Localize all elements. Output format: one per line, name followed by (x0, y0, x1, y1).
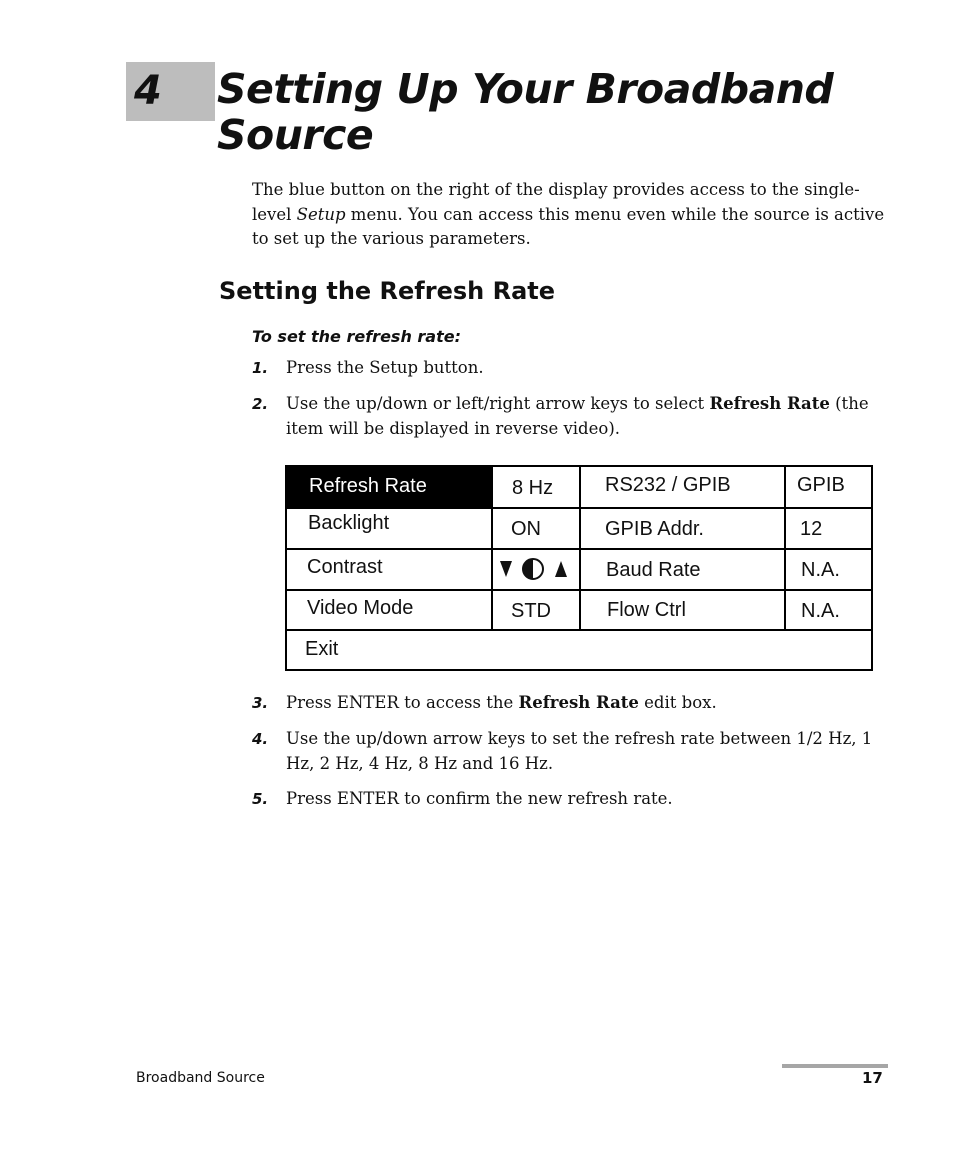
baud-rate-value: N.A. (801, 559, 840, 581)
step-number: 5. (252, 790, 269, 808)
footer-rule (782, 1064, 888, 1068)
page-number: 17 (862, 1069, 883, 1087)
step-text: Use the up/down arrow keys to set the refresh rate between 1/2 Hz, 1 Hz, 2 Hz, 4 Hz, 8 Hz and 16 Hz. (286, 729, 873, 773)
step-text-bold: Refresh Rate (709, 394, 830, 413)
intro-paragraph (252, 178, 892, 252)
step-text (286, 392, 876, 441)
video-mode-value: STD (511, 600, 551, 622)
menu-item-contrast[interactable]: Contrast (307, 556, 383, 578)
footer-doc-title: Broadband Source (136, 1070, 265, 1086)
menu-item-video-mode[interactable]: Video Mode (307, 597, 414, 619)
menu-item-flow-ctrl[interactable]: Flow Ctrl (607, 599, 686, 621)
menu-row-divider (287, 629, 871, 631)
refresh-rate-value: 8 Hz (512, 477, 554, 499)
menu-item-exit[interactable]: Exit (305, 638, 339, 660)
step-text (286, 691, 876, 716)
section-heading: Setting the Refresh Rate (219, 277, 556, 305)
triangle-down-icon (500, 561, 512, 577)
step-text-bold: Refresh Rate (518, 693, 639, 712)
step-number: 4. (252, 730, 269, 748)
chapter-title-line1: Setting Up Your Broadband (217, 65, 834, 113)
chapter-title-line2: Source (217, 111, 374, 159)
intro-text-1: The blue button on the right of the display provides access to the single-level (252, 180, 860, 224)
step-text-after: edit box. (638, 693, 717, 712)
setup-emphasis: Setup (296, 204, 346, 224)
triangle-up-icon (555, 561, 567, 577)
interface-value: GPIB (797, 474, 845, 496)
flow-ctrl-value: N.A. (801, 600, 840, 622)
procedure-title: To set the refresh rate: (252, 327, 461, 346)
backlight-value: ON (511, 518, 541, 540)
step-text-after: (the item will be displayed in reverse video). (286, 394, 869, 438)
step-number: 3. (252, 694, 269, 712)
step-number: 1. (252, 359, 269, 377)
menu-item-baud-rate[interactable]: Baud Rate (606, 559, 701, 581)
menu-column-divider (784, 467, 786, 629)
step-text: Press ENTER to confirm the new refresh rate. (286, 789, 673, 808)
menu-item-backlight[interactable]: Backlight (308, 512, 390, 534)
intro-text-2: menu. You can access this menu even while the source is active to set up the various parameters. (252, 204, 885, 248)
gpib-addr-value: 12 (800, 518, 823, 540)
menu-column-divider (579, 467, 581, 629)
setup-menu-display (285, 465, 873, 671)
menu-column-divider (491, 467, 493, 629)
menu-item-refresh-rate[interactable] (287, 467, 491, 507)
step-number: 2. (252, 395, 269, 413)
half-circle-contrast-icon (523, 559, 543, 579)
step-text: Press the Setup button. (286, 358, 484, 377)
chapter-title (217, 66, 897, 158)
menu-item-gpib-addr[interactable]: GPIB Addr. (605, 518, 704, 540)
contrast-adjust-icons (499, 555, 569, 585)
menu-item-interface[interactable]: RS232 / GPIB (605, 474, 731, 496)
menu-item-label: Refresh Rate (309, 475, 427, 497)
step-text-before: Press ENTER to access the (286, 693, 519, 712)
step-text-before: Use the up/down or left/right arrow keys to select (286, 394, 710, 413)
chapter-number: 4 (134, 68, 162, 114)
